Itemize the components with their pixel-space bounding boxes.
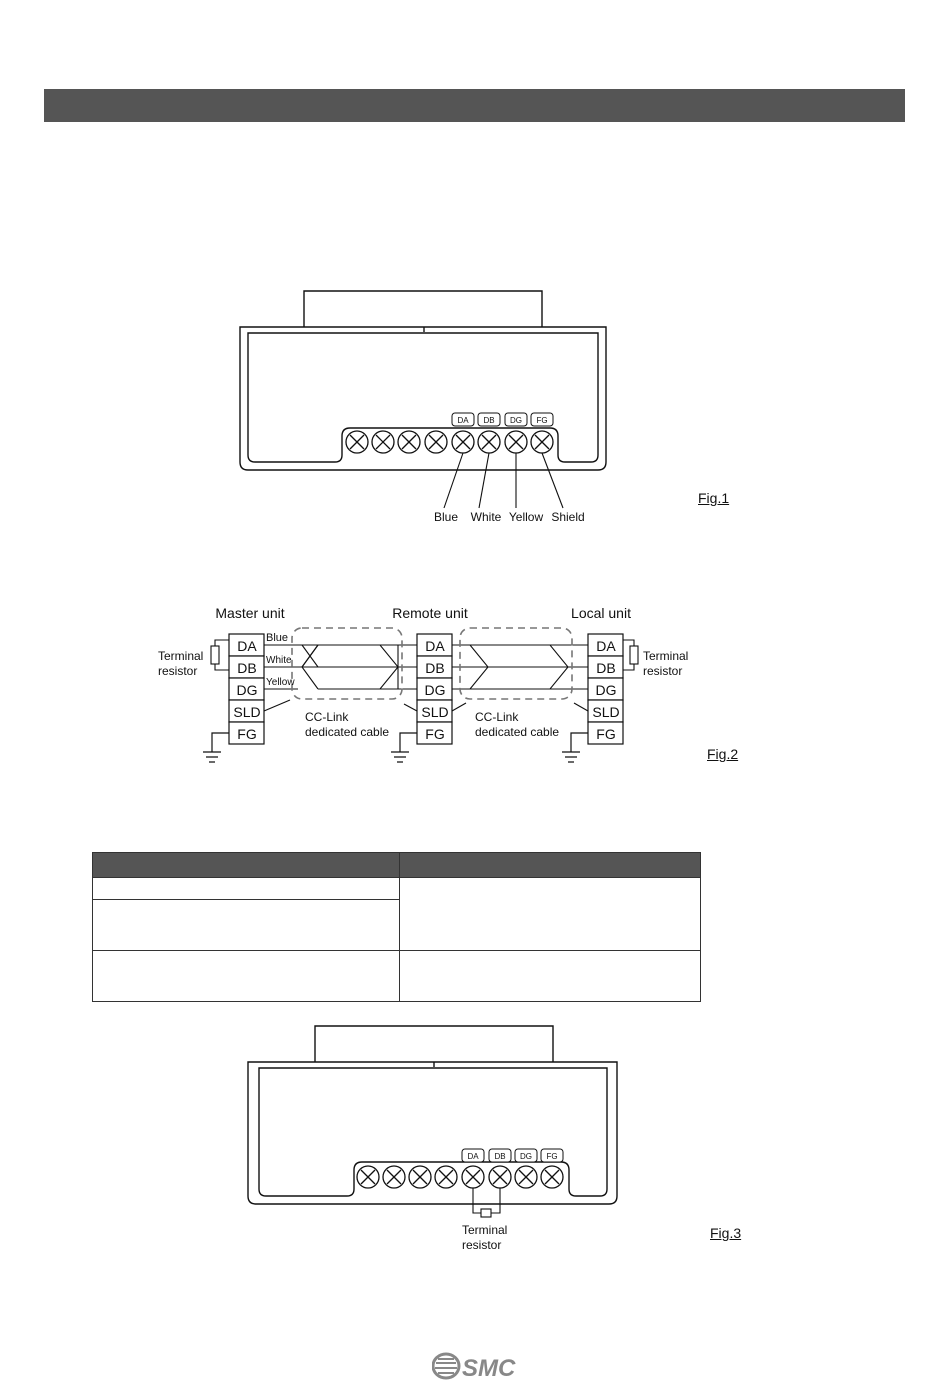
svg-text:DG: DG [595,682,617,698]
fig1-leader-lines [444,453,563,508]
fig2-cable-1-label-line1: CC-Link [305,710,349,724]
fig2-master-resistor-label-line2: resistor [158,664,198,678]
svg-text:FG: FG [237,726,257,742]
fig1-tag-da: DA [457,416,469,425]
fig2-cable-2-label-line1: CC-Link [475,710,519,724]
fig1-unit [240,291,606,470]
table-row [93,878,701,900]
fig2-cable-1-label-line2: dedicated cable [305,725,390,739]
table-cell [400,878,701,951]
fig2-cable-2-wires [452,645,588,711]
fig2-cable-2-label-line2: dedicated cable [475,725,560,739]
fig2-remote-terminal-block [417,634,452,744]
fig1-tag-db: DB [483,416,495,425]
fig3-terminal-resistor [473,1188,500,1217]
fig3-terminal-tags [462,1149,563,1162]
svg-text:DB: DB [596,660,616,676]
fig2-local-unit-label: Local unit [571,605,631,621]
fig2-wire-blue-label: Blue [266,632,289,644]
svg-text:SLD: SLD [421,704,449,720]
fig2-local-terminal-resistor [623,640,638,670]
table-cell [400,951,701,1002]
fig3-caption: Fig.3 [710,1225,742,1241]
fig2-cable-2-shield [460,628,572,699]
fig2-cable-1-shield [292,628,402,699]
svg-text:DA: DA [237,638,257,654]
fig1-label-yellow: Yellow [508,510,544,524]
spec-table [92,852,701,1002]
svg-text:DG: DG [236,682,258,698]
fig2-local-terminal-block [588,634,623,744]
fig3-resistor-label-line2: resistor [462,1238,502,1252]
fig2-local-resistor-label-line1: Terminal [643,649,689,663]
fig3-resistor-label-line1: Terminal [462,1223,508,1237]
fig1-terminal-screws [346,431,553,453]
fig1-label-white: White [470,510,502,524]
fig1-caption: Fig.1 [698,490,730,506]
fig3-tag-dg: DG [520,1152,532,1161]
fig2-master-terminal-block [229,634,264,744]
fig3-unit [248,1026,617,1204]
fig2-wire-white-label: White [266,655,292,666]
fig3-tag-db: DB [494,1152,506,1161]
fig3-tag-fg: FG [546,1152,558,1161]
svg-text:DB: DB [425,660,445,676]
svg-text:DA: DA [596,638,616,654]
fig1-terminal-tags [452,413,553,426]
svg-text:DB: DB [237,660,257,676]
fig1-tag-dg: DG [510,416,522,425]
fig1-label-blue: Blue [433,510,459,524]
svg-text:DA: DA [425,638,445,654]
table-row [93,951,701,1002]
svg-text:FG: FG [596,726,616,742]
fig3-tag-da: DA [467,1152,479,1161]
svg-text:SLD: SLD [592,704,620,720]
fig2-master-unit-label: Master unit [215,605,285,621]
table-cell [93,900,400,951]
fig2-master-resistor-label-line1: Terminal [158,649,204,663]
table-cell [93,951,400,1002]
fig2-master-terminal-resistor [211,640,229,670]
fig1-label-shield: Shield [551,510,585,524]
fig1-tag-fg: FG [536,416,548,425]
svg-text:SLD: SLD [233,704,261,720]
svg-text:DG: DG [424,682,446,698]
fig2-remote-unit-label: Remote unit [392,605,468,621]
fig2-wire-yellow-label: Yellow [266,677,295,688]
table-header-cell-1 [93,853,400,878]
table-cell [93,878,400,900]
table-header-row [93,853,701,878]
fig3-terminal-screws [357,1166,563,1188]
svg-text:SMC: SMC [462,1355,516,1381]
fig2-local-resistor-label-line2: resistor [643,664,683,678]
fig2-caption: Fig.2 [707,746,739,762]
table-header-cell-2 [400,853,701,878]
svg-text:FG: FG [425,726,445,742]
smc-logo [432,1351,522,1381]
